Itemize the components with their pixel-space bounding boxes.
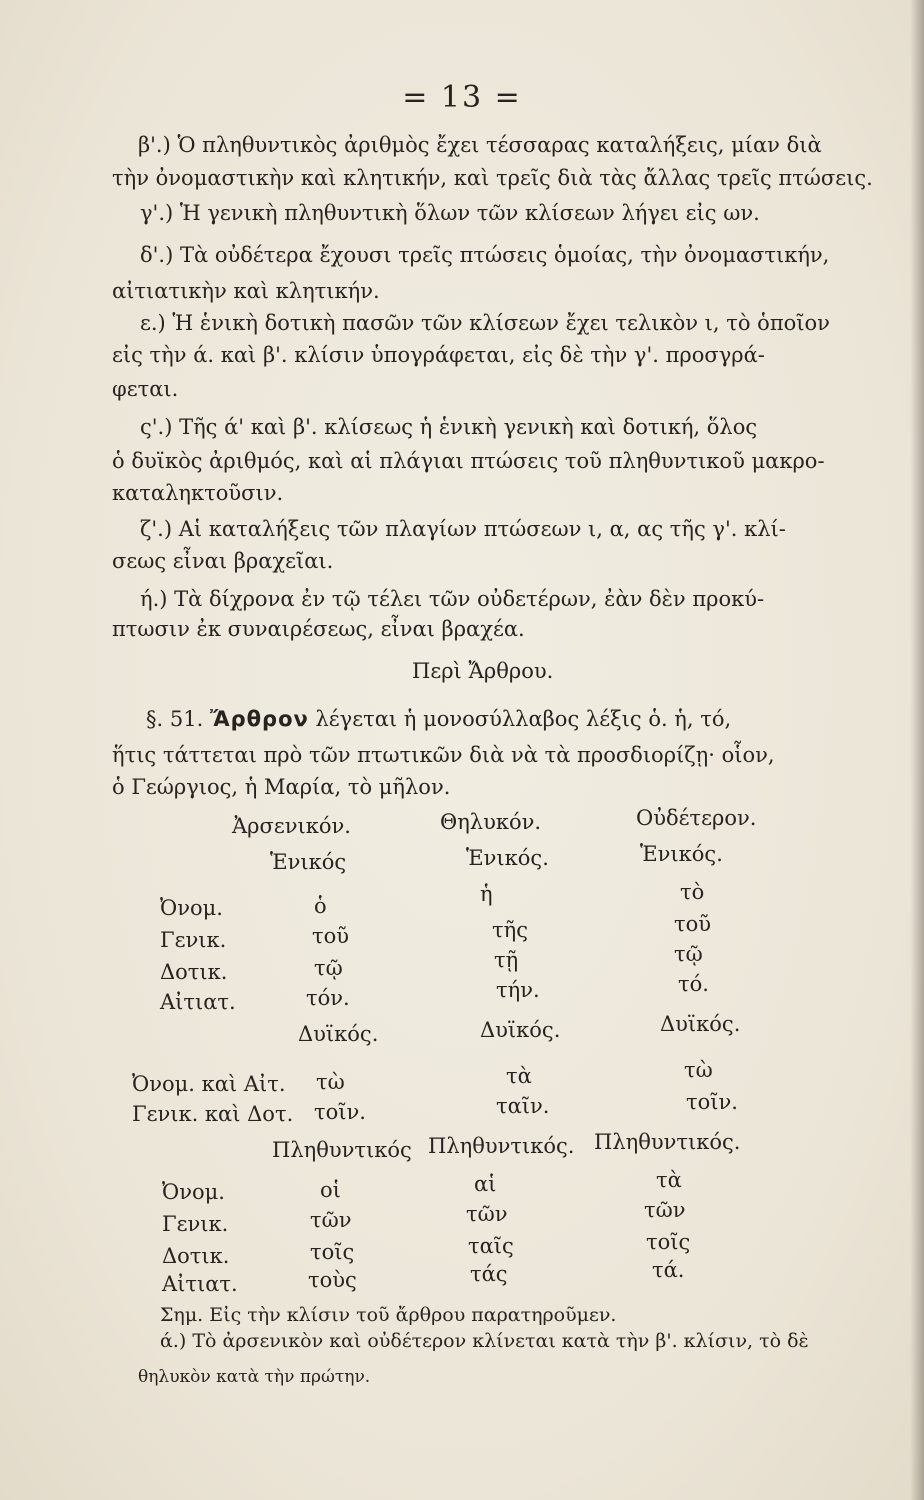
table-cell: τοὺς bbox=[308, 1268, 357, 1292]
table-cell: οἱ bbox=[320, 1178, 341, 1202]
rule-line: καταληκτοῦσιν. bbox=[112, 481, 284, 505]
table-cell: τὸ bbox=[680, 880, 705, 904]
number-header: Δυϊκός. bbox=[298, 1022, 379, 1046]
case-label: Ὀνομ. bbox=[162, 1180, 225, 1204]
section-text: λέγεται ἡ μονοσύλλαβος λέξις ὁ. ἡ, τό, bbox=[315, 707, 732, 731]
section-line-3: ὁ Γεώργιος, ἡ Μαρία, τὸ μῆλον. bbox=[112, 775, 451, 799]
rule-line: ή.) Τὰ δίχρονα ἐν τῷ τέλει τῶν οὐδετέρων, ἐὰν δὲν προκύ- bbox=[140, 587, 765, 611]
number-header: Δυϊκός. bbox=[660, 1012, 741, 1036]
table-cell: τὰ bbox=[506, 1064, 532, 1088]
page-number: = 13 = bbox=[402, 80, 522, 115]
table-cell: τοῖν. bbox=[686, 1090, 738, 1114]
case-label: Δοτικ. bbox=[160, 960, 228, 984]
number-header: Πληθυντικός bbox=[272, 1138, 412, 1162]
rule-line: αἰτιατικὴν καὶ κλητικήν. bbox=[112, 279, 380, 303]
section-line-2: ἥτις τάττεται πρὸ τῶν πτωτικῶν διὰ νὰ τὰ προσδιορίζῃ· οἷον, bbox=[112, 743, 775, 767]
rule-line: γ'.) Ἡ γενικὴ πληθυντικὴ ὅλων τῶν κλίσεων λήγει εἰς ων. bbox=[140, 201, 760, 225]
number-header: Ἑνικός. bbox=[466, 846, 549, 870]
table-cell: αἱ bbox=[474, 1172, 497, 1196]
table-cell: τῇ bbox=[494, 948, 519, 972]
case-label: Αἰτιατ. bbox=[160, 990, 236, 1014]
number-header: Δυϊκός. bbox=[480, 1018, 561, 1042]
table-cell: ἡ bbox=[480, 882, 493, 906]
table-cell: τοῦ bbox=[312, 924, 350, 948]
case-label: Γενικ. bbox=[162, 1212, 229, 1236]
section-term: Ἄρθρον bbox=[209, 707, 309, 731]
note-line: θηλυκὸν κατὰ τὴν πρώτην. bbox=[138, 1367, 371, 1387]
rule-line: σεως εἶναι βραχεῖαι. bbox=[112, 549, 334, 573]
rule-line: ὁ δυϊκὸς ἀριθμός, καὶ αἱ πλάγιαι πτώσεις τοῦ πληθυντικοῦ μακρο- bbox=[112, 449, 825, 473]
note-line: ά.) Τὸ ἀρσενικὸν καὶ οὐδέτερον κλίνεται κατὰ τὴν β'. κλίσιν, τὸ δὲ bbox=[160, 1330, 809, 1352]
table-cell: τάς bbox=[470, 1262, 508, 1286]
table-cell: τῷ bbox=[674, 942, 703, 966]
case-label: Δοτικ. bbox=[162, 1244, 230, 1268]
table-cell: τὼ bbox=[316, 1070, 345, 1094]
case-label: Γενικ. bbox=[160, 928, 227, 952]
table-cell: τῆς bbox=[492, 918, 528, 942]
table-cell: τῷ bbox=[314, 956, 343, 980]
rule-line: πτωσιν ἐκ συναιρέσεως, εἶναι βραχέα. bbox=[112, 617, 525, 641]
table-cell: τῶν bbox=[310, 1208, 352, 1232]
gender-header: Θηλυκόν. bbox=[440, 810, 542, 834]
table-cell: τόν. bbox=[306, 986, 350, 1010]
gender-header: Ἀρσενικόν. bbox=[232, 814, 351, 838]
case-label: Γενικ. καὶ Δοτ. bbox=[132, 1102, 294, 1126]
rule-line: β'.) Ὁ πληθυντικὸς ἀριθμὸς ἔχει τέσσαρας καταλήξεις, μίαν διὰ bbox=[138, 133, 822, 157]
rule-line: εἰς τὴν ά. καὶ β'. κλίσιν ὑπογράφεται, εἰς δὲ τὴν γ'. προσγρά- bbox=[112, 343, 765, 367]
rule-line: τὴν ὀνομαστικὴν καὶ κλητικήν, καὶ τρεῖς διὰ τὰς ἄλλας τρεῖς πτώσεις. bbox=[112, 166, 873, 190]
table-cell: ταῖς bbox=[468, 1234, 514, 1258]
gender-header: Οὐδέτερον. bbox=[636, 806, 757, 830]
rule-line: δ'.) Τὰ οὐδέτερα ἔχουσι τρεῖς πτώσεις ὁμοίας, τὴν ὀνομαστικήν, bbox=[140, 243, 830, 267]
table-cell: τοῖς bbox=[310, 1240, 355, 1264]
table-cell: τά. bbox=[652, 1258, 685, 1282]
note-line: Σημ. Εἰς τὴν κλίσιν τοῦ ἄρθρου παρατηροῦμεν. bbox=[160, 1304, 617, 1326]
rule-line: ε.) Ἡ ἑνικὴ δοτικὴ πασῶν τῶν κλίσεων ἔχει τελικὸν ι, τὸ ὁποῖον bbox=[140, 311, 830, 335]
table-cell: τοῖς bbox=[646, 1230, 691, 1254]
case-label: Ὀνομ. bbox=[160, 896, 223, 920]
number-header: Ἑνικός bbox=[270, 850, 347, 874]
case-label: Ὀνομ. καὶ Αἰτ. bbox=[132, 1072, 286, 1096]
table-cell: τὰ bbox=[656, 1168, 682, 1192]
table-cell: ὁ bbox=[314, 894, 327, 918]
table-cell: τῶν bbox=[644, 1198, 686, 1222]
section-line-1 bbox=[146, 704, 731, 734]
table-cell: τῶν bbox=[466, 1202, 508, 1226]
number-header: Ἑνικός. bbox=[640, 842, 723, 866]
section-heading: Περὶ Ἄρθρου. bbox=[412, 659, 554, 683]
case-label: Αἰτιατ. bbox=[162, 1272, 238, 1296]
table-cell: τὼ bbox=[684, 1058, 713, 1082]
section-number: §. 51. bbox=[146, 707, 204, 731]
table-cell: τήν. bbox=[496, 978, 540, 1002]
table-cell: τοῖν. bbox=[314, 1100, 366, 1124]
number-header: Πληθυντικός. bbox=[428, 1134, 575, 1158]
number-header: Πληθυντικός. bbox=[594, 1130, 741, 1154]
rule-line: ς'.) Τῆς ά' καὶ β'. κλίσεως ἡ ἑνικὴ γενικὴ καὶ δοτική, ὅλος bbox=[140, 415, 758, 439]
table-cell: ταῖν. bbox=[496, 1094, 550, 1118]
rule-line: ζ'.) Αἱ καταλήξεις τῶν πλαγίων πτώσεων ι, α, ας τῆς γ'. κλί- bbox=[140, 517, 786, 541]
table-cell: τοῦ bbox=[674, 912, 712, 936]
table-cell: τό. bbox=[678, 972, 709, 996]
rule-line: φεται. bbox=[112, 377, 179, 401]
